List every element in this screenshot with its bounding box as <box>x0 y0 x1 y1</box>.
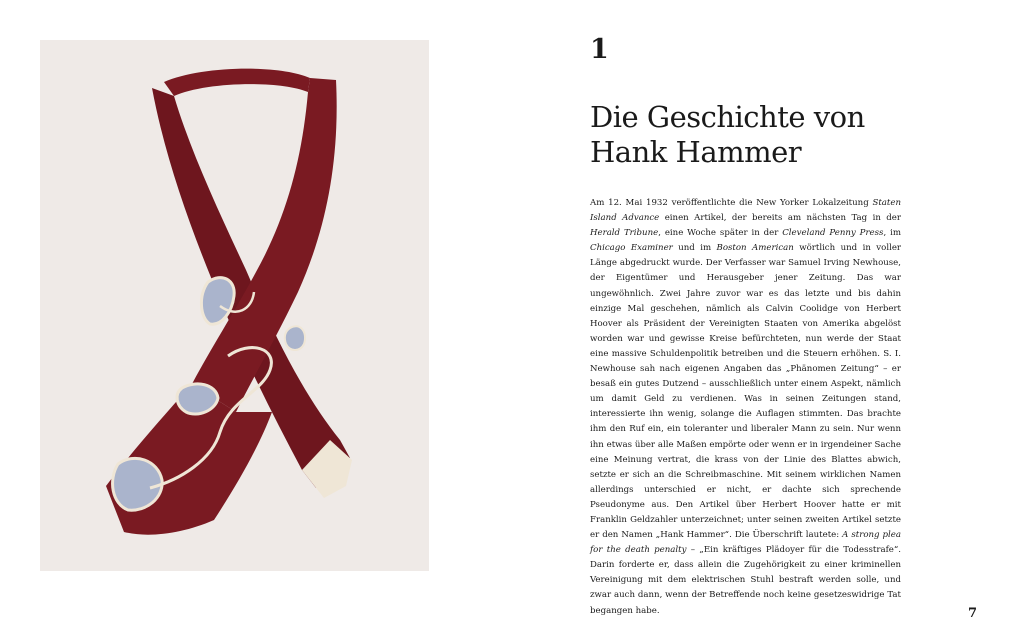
chapter-number: 1 <box>590 34 609 65</box>
tie-pattern-blob <box>177 384 218 414</box>
page-number: 7 <box>968 606 978 621</box>
body-text-segment: , im <box>883 228 901 239</box>
body-text-segment: – „Ein kräftiges Plädoyer für die Todesstrafe“. Darin forderte er, dass allein die Zugehörigkeit zu einer kriminellen Vereinigung mit dem elektrischen Stuhl bestraft werden solle, und zwar auch dann, wenn der Betreffende noch keine gesetzeswidrige Tat begangen habe. <box>590 545 901 616</box>
body-text-italic-segment: A strong plea for the death penalty <box>590 530 902 556</box>
chapter-title: Die Geschichte von Hank Hammer <box>590 100 865 169</box>
body-text-italic-segment: Cleveland Penny Press <box>782 228 884 239</box>
body-text-italic-segment: Chicago Examiner <box>590 243 673 254</box>
necktie-photo <box>40 40 429 571</box>
tie-pattern-blob <box>285 326 305 350</box>
body-text-segment: wörtlich und in voller Länge abgedruckt wurde. Der Verfasser war Samuel Irving Newhouse, der Eigentümer und Herausgeber jener Zeitung. Das war ungewöhnlich. Zwei Jahre zuvor war es das letzte und bis dahin einzige Mal geschehen, nämlich als Calvin Coolidge von Herbert Hoover als Präsident der Vereinigten Staaten von Amerika abgelöst worden war und gewisse Kreise befürchteten, nun werde der Staat eine massive Schuldenpolitik betreiben und die Steuern erhöhen. S. I. Newhouse sah nach eigenen Angaben das „Phänomen Zeitung“ – er besaß ein gutes Dutzend – ausschließlich unter einem Aspekt, nämlich um damit Geld zu verdienen. Was in seinen Zeitungen stand, interessierte ihn wenig, solange die Auflagen stimmten. Das brachte ihm den Ruf ein, ein toleranter und liberaler Mann zu sein. Nur wenn ihn etwas über alle Maßen empörte oder wenn er in irgendeiner Sache eine Meinung vertrat, die krass von der Linie des Blattes abwich, setzte er sich an die Schreibmaschine. Mit seinem wirklichen Namen allerdings unterschied er nicht, er dachte sich sprechende Pseudonyme aus. Den Artikel über Herbert Hoover hatte er mit Franklin Geldzahler unterzeichnet; unter seinen zweiten Artikel setzte er den Namen „Hank Hammer“. Die Überschrift lautete: <box>590 243 902 541</box>
body-text-italic-segment: Boston American <box>716 243 794 254</box>
body-text-segment: einen Artikel, der bereits am nächsten Tag in der <box>659 213 901 224</box>
necktie-illustration <box>40 40 429 571</box>
tie-pattern-blob <box>113 458 163 510</box>
body-text-segment: und im <box>672 243 717 254</box>
chapter-body-text <box>590 196 901 619</box>
body-text-italic-segment: Herald Tribune <box>590 228 659 239</box>
body-text-segment: , eine Woche später in der <box>658 228 783 239</box>
tie-neck-loop <box>164 69 310 96</box>
body-text-italic-segment: Staten Island Advance <box>590 198 901 224</box>
body-text-segment: Am 12. Mai 1932 veröffentlichte die New Yorker Lokalzeitung <box>590 198 873 208</box>
